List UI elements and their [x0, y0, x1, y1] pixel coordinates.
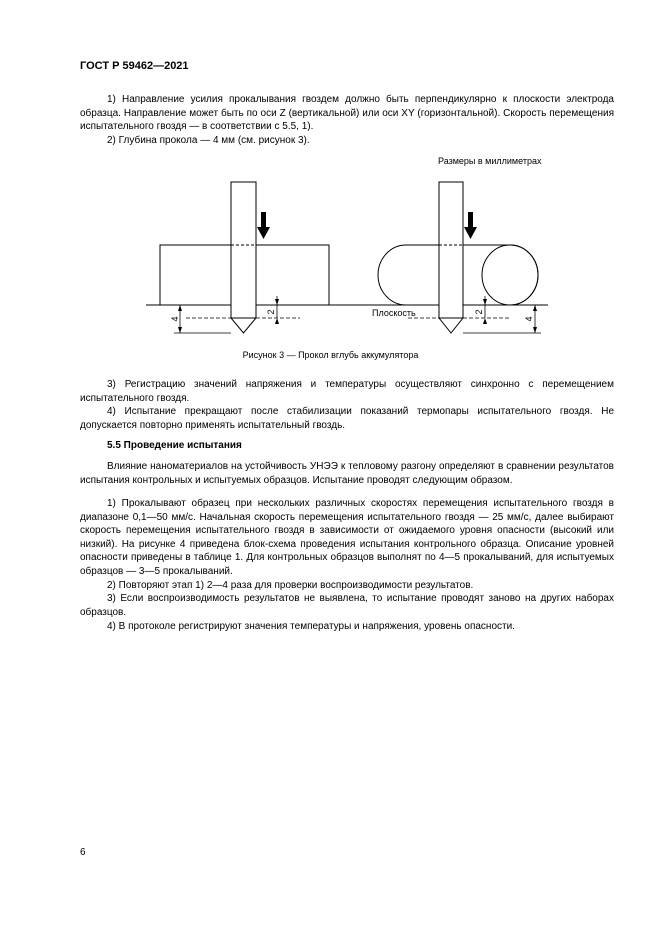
paragraph-stop: 4) Испытание прекращают после стабилизации показаний термопары испытательного гвоздя. Не допускается повторно применять испытательный гвоздь. — [80, 406, 614, 431]
arrow-down-icon-left — [257, 212, 270, 239]
paragraph-direction: 1) Направление усилия прокалывания гвоздем должно быть перпендикулярно к плоскости электрода образца. Направление может быть по оси Z (вертикальной) или оси XY (горизонтальной). Скорость перемещения испытательного гвоздя — в соответствии с 5.5, 1). — [80, 94, 614, 133]
paragraph-step-4: 4) В протоколе регистрируют значения температуры и напряжения, уровень опасности. — [107, 621, 515, 632]
figure-caption: Рисунок 3 — Прокол вглубь аккумулятора — [242, 350, 419, 360]
nail-left — [231, 182, 256, 333]
dim-4-right-label: 4 — [524, 316, 534, 322]
arrow-down-icon-right — [464, 212, 477, 239]
dimensions-note: Размеры в миллиметрах — [438, 156, 542, 166]
plane-label: Плоскость — [372, 308, 416, 318]
section-heading: 5.5 Проведение испытания — [107, 440, 242, 451]
dim-2-left-label: 2 — [266, 309, 276, 315]
paragraph-registration: 3) Регистрацию значений напряжения и температуры осуществляют синхронно с перемещением испытательного гвоздя. — [80, 379, 614, 404]
paragraph-depth: 2) Глубина прокола — 4 мм (см. рисунок 3). — [107, 135, 310, 146]
nail-right — [439, 182, 463, 333]
paragraph-intro: Влияние наноматериалов на устойчивость УНЭЭ к тепловому разгону определяют в сравнении результатов испытания контрольных и испытуемых образцов. Испытание проводят следующим образом. — [80, 461, 614, 486]
paragraph-step-2: 2) Повторяют этап 1) 2—4 раза для проверки воспроизводимости результатов. — [107, 580, 474, 591]
page-number: 6 — [80, 847, 86, 858]
paragraph-step-3: 3) Если воспроизводимость результатов не выявлена, то испытание проводят заново на других наборах образцов. — [80, 593, 614, 618]
document-header: ГОСТ Р 59462—2021 — [80, 60, 189, 72]
figure-3-diagram — [0, 0, 661, 360]
dim-4-left-label: 4 — [170, 316, 180, 322]
dim-2-right-label: 2 — [474, 309, 484, 315]
paragraph-step-1: 1) Прокалывают образец при нескольких различных скоростях перемещения испытательного гвоздя в диапазоне 0,1—50 мм/с. Начальная скорость перемещения испытательного гвоздя — 25 мм/с, далее выбирают скорость перемещения испытательного гвоздя в зависимости от ожидаемого уровня опасности (высокий или низкий). На рисунке 4 приведена блок-схема проведения испытания контрольного образца. Описание уровней опасности приведены в таблице 1. Для контрольных образцов выполнят по 4—5 прокалываний, для испытуемых образцов — 3—5 прокалываний. — [80, 498, 614, 577]
